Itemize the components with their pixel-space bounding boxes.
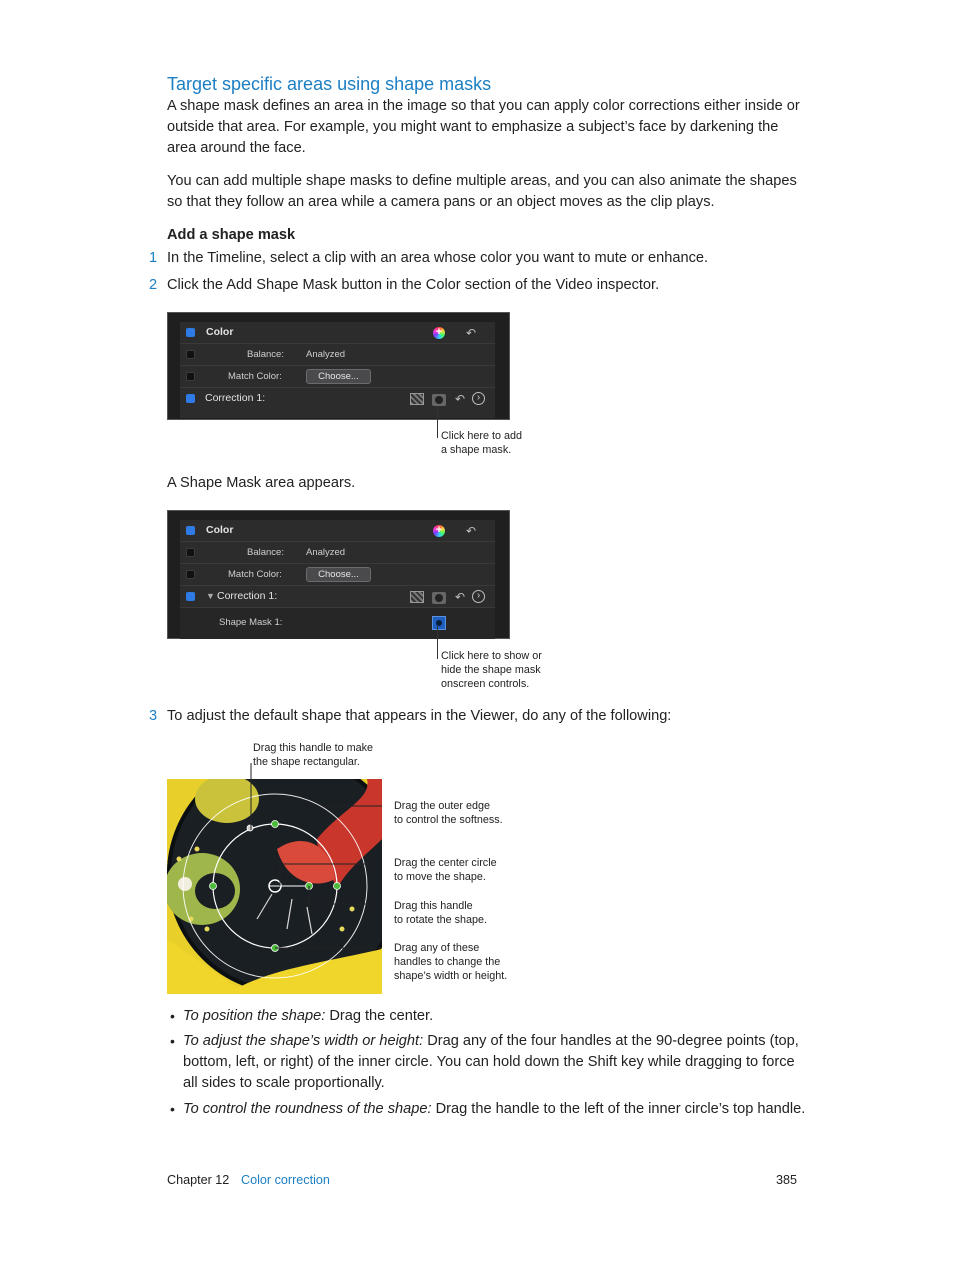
add-correction-icon[interactable]: + [433, 525, 445, 537]
callout-size-handles [394, 941, 507, 983]
intro-paragraph-1: A shape mask defines an area in the image so that you can apply color corrections either inside or outside that area. For example, you might want to emphasize a subject’s face by darkening the area around the face. [167, 98, 800, 156]
callout-line-text: shape’s width or height. [394, 970, 508, 982]
callout-leader-2 [437, 626, 438, 659]
balance-value: Analyzed [306, 349, 346, 360]
color-checkbox[interactable] [186, 328, 195, 337]
balance-label: Balance: [247, 547, 284, 558]
correction-reset-icon[interactable]: ↶ [454, 392, 466, 406]
callout-leader-1 [437, 406, 438, 438]
bullet-item-2 [183, 1031, 808, 1094]
color-header-row [180, 322, 495, 344]
callout-line-text: a shape mask. [441, 444, 512, 456]
step-number-3: 3 [149, 708, 158, 724]
footer-chapter: Chapter 12 [167, 1173, 230, 1187]
choose-button[interactable]: Choose... [306, 567, 371, 582]
balance-checkbox[interactable] [186, 548, 195, 557]
footer-section-link[interactable]: Color correction [241, 1173, 330, 1187]
add-shape-mask-icon[interactable] [432, 592, 446, 604]
bullet-text: Drag the handle to the left of the inner circle’s top handle. [431, 1101, 806, 1117]
viewer-leader-lines [240, 760, 400, 955]
balance-label: Balance: [247, 349, 284, 360]
callout-line-text: to rotate the shape. [394, 914, 488, 926]
step-number-2: 2 [149, 277, 158, 293]
callout-line-text: Drag the outer edge [394, 800, 491, 812]
task-heading: Add a shape mask [167, 227, 296, 243]
color-section-label: Color [206, 326, 234, 338]
bullet-text: Drag the center. [325, 1008, 434, 1024]
match-color-label: Match Color: [228, 371, 282, 382]
color-board-icon[interactable] [410, 591, 424, 603]
intro-paragraph-2: You can add multiple shape masks to define multiple areas, and you can also animate the shapes so that they follow an area while a camera pans or an object moves as the clip plays. [167, 173, 797, 210]
callout-show-hide-mask [441, 649, 542, 691]
correction-row [180, 388, 495, 410]
callout-line-text: to move the shape. [394, 871, 486, 883]
bullet-item-3 [183, 1099, 823, 1120]
color-board-icon[interactable] [410, 393, 424, 405]
match-color-label: Match Color: [228, 569, 282, 580]
balance-row [180, 542, 495, 564]
correction-label: Correction 1: [217, 590, 278, 602]
reset-icon[interactable]: ↶ [465, 524, 477, 538]
add-correction-icon[interactable]: + [433, 327, 445, 339]
correction-row [180, 586, 495, 608]
callout-line-text: Click here to add [441, 430, 523, 442]
callout-center [394, 856, 497, 884]
callout-line-text: onscreen controls. [441, 678, 530, 690]
callout-add-mask [441, 429, 522, 457]
correction-reset-icon[interactable]: ↶ [454, 590, 466, 604]
callout-outer-edge [394, 799, 503, 827]
bullet-dot: • [170, 1033, 175, 1049]
choose-button[interactable]: Choose... [306, 369, 371, 384]
balance-checkbox[interactable] [186, 350, 195, 359]
step-number-1: 1 [149, 250, 158, 266]
callout-line-text: the shape rectangular. [253, 756, 360, 768]
page-number: 385 [776, 1173, 798, 1187]
match-color-row [180, 366, 495, 388]
match-color-row [180, 564, 495, 586]
shape-mask-visibility-toggle[interactable] [432, 616, 446, 630]
callout-line-text: to control the softness. [394, 814, 503, 826]
arrow-right-icon[interactable]: › [472, 590, 485, 603]
section-heading: Target specific areas using shape masks [167, 74, 492, 94]
add-shape-mask-icon[interactable] [432, 394, 446, 406]
callout-line-text: handles to change the [394, 956, 501, 968]
callout-rotate [394, 899, 487, 927]
callout-line-text: Drag this handle [394, 900, 473, 912]
balance-value: Analyzed [306, 547, 346, 558]
correction-checkbox[interactable] [186, 394, 195, 403]
step-text-3: To adjust the default shape that appears in the Viewer, do any of the following: [167, 708, 672, 724]
disclosure-triangle-icon[interactable]: ▼ [206, 591, 215, 601]
callout-line-text: Drag any of these [394, 942, 480, 954]
arrow-right-icon[interactable]: › [472, 392, 485, 405]
match-color-checkbox[interactable] [186, 372, 195, 381]
match-color-checkbox[interactable] [186, 570, 195, 579]
callout-line-text: Drag the center circle [394, 857, 497, 869]
bullet-lead: To control the roundness of the shape: [183, 1101, 432, 1117]
shape-mask-label: Shape Mask 1: [219, 617, 283, 628]
bullet-lead: To position the shape: [183, 1008, 326, 1024]
color-inspector-panel-1 [167, 312, 510, 420]
bullet-lead: To adjust the shape’s width or height: [183, 1033, 424, 1049]
balance-row [180, 344, 495, 366]
reset-icon[interactable]: ↶ [465, 326, 477, 340]
step-text-1: In the Timeline, select a clip with an area whose color you want to mute or enhance. [167, 250, 709, 266]
correction-checkbox[interactable] [186, 592, 195, 601]
correction-label: Correction 1: [205, 392, 266, 404]
result-text: A Shape Mask area appears. [167, 475, 356, 491]
color-section-label: Color [206, 524, 234, 536]
callout-line-text: Drag this handle to make [253, 742, 374, 754]
bullet-item-1 [183, 1006, 808, 1027]
color-checkbox[interactable] [186, 526, 195, 535]
step-text-2: Click the Add Shape Mask button in the Color section of the Video inspector. [167, 277, 660, 293]
callout-line-text: hide the shape mask [441, 664, 541, 676]
color-inspector-panel-2 [167, 510, 510, 639]
color-header-row [180, 520, 495, 542]
bullet-text: Drag any of the four handles at the 90-degree points (top, bottom, left, or right) of the inner circle. You can hold down the Shift key while dragging to force all sides to scale proportionally. [183, 1033, 799, 1091]
bullet-dot: • [170, 1008, 175, 1024]
callout-line-text: Click here to show or [441, 650, 542, 662]
shape-mask-row [180, 608, 495, 639]
bullet-dot: • [170, 1101, 175, 1117]
